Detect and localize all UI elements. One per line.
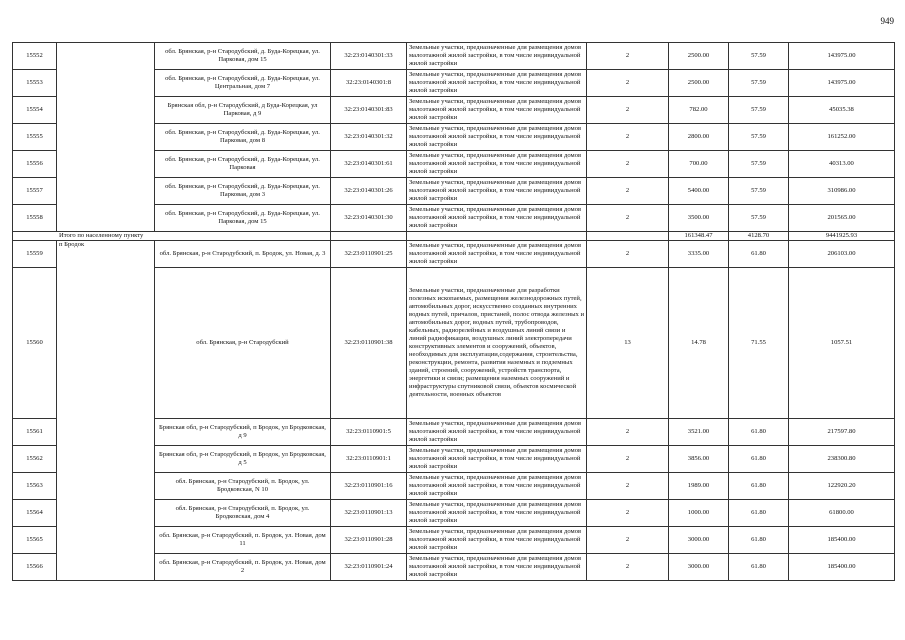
category-cell: 2: [587, 43, 669, 70]
address-cell: обл. Брянская, р-н Стародубский, п. Бродок, ул. Бродковская, дом 4: [155, 500, 331, 527]
total-empty-category: [587, 232, 669, 241]
address-cell: обл. Брянская, р-н Стародубский, п. Бродок, ул. Новая, дом 11: [155, 527, 331, 554]
value-cell: 40313.00: [789, 151, 895, 178]
area-cell: 3521.00: [669, 419, 729, 446]
area-cell: 1989.00: [669, 473, 729, 500]
rate-cell: 71.55: [729, 268, 789, 419]
category-cell: 2: [587, 205, 669, 232]
category-cell: 2: [587, 500, 669, 527]
value-cell: 310986.00: [789, 178, 895, 205]
land-use-cell: Земельные участки, предназначенные для размещения домов малоэтажной жилой застройки, в том числе индивидуальной жилой застройки: [407, 97, 587, 124]
area-cell: 1000.00: [669, 500, 729, 527]
area-cell: 3335.00: [669, 241, 729, 268]
address-cell: обл. Брянская, р-н Стародубский, п. Бродок, ул. Новая, дом 2: [155, 554, 331, 581]
area-cell: 5400.00: [669, 178, 729, 205]
page-number: 949: [880, 16, 894, 26]
total-label-text: Итого по населенному пункту: [59, 232, 144, 239]
total-row: [13, 232, 895, 241]
cadastral-number-cell: 32:23:0110901:28: [331, 527, 407, 554]
rate-cell: 61.80: [729, 500, 789, 527]
row-id: 15566: [13, 554, 57, 581]
row-id: 15557: [13, 178, 57, 205]
cadastral-number-cell: 32:23:0140301:83: [331, 97, 407, 124]
address-cell: обл. Брянская, р-н Стародубский, п. Бродок, ул. Бродковская, N 10: [155, 473, 331, 500]
table-row: [13, 241, 895, 268]
area-cell: 700.00: [669, 151, 729, 178]
total-empty-cadastral: [331, 232, 407, 241]
area-cell: 3856.00: [669, 446, 729, 473]
area-cell: 3500.00: [669, 205, 729, 232]
category-cell: 2: [587, 446, 669, 473]
cadastral-number-cell: 32:23:0140301:61: [331, 151, 407, 178]
cadastral-number-cell: 32:23:0110901:24: [331, 554, 407, 581]
rate-cell: 61.80: [729, 473, 789, 500]
cadastral-number-cell: 32:23:0140301:8: [331, 70, 407, 97]
land-use-cell: Земельные участки, предназначенные для размещения домов малоэтажной жилой застройки, в том числе индивидуальной жилой застройки: [407, 124, 587, 151]
rate-cell: 57.59: [729, 151, 789, 178]
table-row: [13, 43, 895, 70]
row-id: 15565: [13, 527, 57, 554]
value-cell: 201565.00: [789, 205, 895, 232]
area-cell: 3000.00: [669, 527, 729, 554]
land-use-cell: Земельные участки, предназначенные для размещения домов малоэтажной жилой застройки, в том числе индивидуальной жилой застройки: [407, 419, 587, 446]
row-id: 15560: [13, 268, 57, 419]
total-label: [13, 232, 331, 241]
value-cell: 1057.51: [789, 268, 895, 419]
table-body-before-total: [13, 43, 895, 232]
land-use-cell: Земельные участки, предназначенные для размещения домов малоэтажной жилой застройки, в том числе индивидуальной жилой застройки: [407, 70, 587, 97]
category-cell: 2: [587, 97, 669, 124]
row-id: 15555: [13, 124, 57, 151]
cadastral-number-cell: 32:23:0110901:5: [331, 419, 407, 446]
address-cell: обл. Брянская, р-н Стародубский, д. Буда-Корецкая, ул. Парковая, дом 3: [155, 178, 331, 205]
cadastral-number-cell: 32:23:0140301:33: [331, 43, 407, 70]
cadastral-number-cell: 32:23:0110901:13: [331, 500, 407, 527]
cadastral-number-cell: 32:23:0110901:1: [331, 446, 407, 473]
value-cell: 185400.00: [789, 554, 895, 581]
value-cell: 143975.00: [789, 70, 895, 97]
cadastral-number-cell: 32:23:0110901:16: [331, 473, 407, 500]
area-cell: 3000.00: [669, 554, 729, 581]
category-cell: 2: [587, 178, 669, 205]
row-id: 15554: [13, 97, 57, 124]
value-cell: 161252.00: [789, 124, 895, 151]
locality-cell: п Бродок: [57, 241, 155, 581]
row-id: 15562: [13, 446, 57, 473]
land-use-cell: Земельные участки, предназначенные для размещения домов малоэтажной жилой застройки, в том числе индивидуальной жилой застройки: [407, 554, 587, 581]
cadastral-number-cell: 32:23:0110901:38: [331, 268, 407, 419]
value-cell: 185400.00: [789, 527, 895, 554]
table-total-section: [13, 232, 895, 241]
area-cell: 2800.00: [669, 124, 729, 151]
category-cell: 2: [587, 554, 669, 581]
value-cell: 238300.80: [789, 446, 895, 473]
address-cell: обл. Брянская, р-н Стародубский, д. Буда-Корецкая, ул. Парковая, дом 15: [155, 43, 331, 70]
address-cell: обл. Брянская, р-н Стародубский, д. Буда-Корецкая, ул. Парковая, дом 8: [155, 124, 331, 151]
category-cell: 2: [587, 473, 669, 500]
area-cell: 2500.00: [669, 43, 729, 70]
value-cell: 143975.00: [789, 43, 895, 70]
cadastral-number-cell: 32:23:0140301:32: [331, 124, 407, 151]
rate-cell: 61.80: [729, 554, 789, 581]
total-empty-use: [407, 232, 587, 241]
category-cell: 2: [587, 527, 669, 554]
category-cell: 2: [587, 241, 669, 268]
rate-cell: 57.59: [729, 205, 789, 232]
row-id: 15553: [13, 70, 57, 97]
land-use-cell: Земельные участки, предназначенные для размещения домов малоэтажной жилой застройки, в том числе индивидуальной жилой застройки: [407, 205, 587, 232]
rate-cell: 57.59: [729, 70, 789, 97]
category-cell: 2: [587, 419, 669, 446]
value-cell: 45035.38: [789, 97, 895, 124]
category-cell: 2: [587, 124, 669, 151]
row-id: 15559: [13, 241, 57, 268]
row-id: 15558: [13, 205, 57, 232]
address-cell: Брянская обл, р-н Стародубский, п Бродок, ул Бродковская, д 5: [155, 446, 331, 473]
row-id: 15552: [13, 43, 57, 70]
rate-cell: 61.80: [729, 419, 789, 446]
total-value: 9441925.93: [789, 232, 895, 241]
land-use-cell: Земельные участки, предназначенные для размещения домов малоэтажной жилой застройки, в том числе индивидуальной жилой застройки: [407, 527, 587, 554]
land-use-cell: Земельные участки, предназначенные для разработки полезных ископаемых, размещения железнодорожных путей, автомобильных дорог, искусственно созданных внутренних водных путей, причалов, пристаней, полос отвода железных и автомобильных дорог, водных путей, трубопроводов, кабельных, радиорелейных и воздушных линий связи и линий радиофикации, воздушных линий электропередачи конструктивных элементов и сооружений, объектов, необходимых для эксплуатации,содержания, строительства, реконструкции, ремонта, развития наземных и подземных зданий, строений, сооружений, устройств транспорта, энергетики и связи; размещения наземных сооружений и инфраструктуры спутниковой связи, объектов космической деятельности, военных объектов: [407, 268, 587, 419]
land-use-cell: Земельные участки, предназначенные для размещения домов малоэтажной жилой застройки, в том числе индивидуальной жилой застройки: [407, 500, 587, 527]
area-cell: 782.00: [669, 97, 729, 124]
address-cell: обл. Брянская, р-н Стародубский, д. Буда-Корецкая, ул. Центральная, дом 7: [155, 70, 331, 97]
land-use-cell: Земельные участки, предназначенные для размещения домов малоэтажной жилой застройки, в том числе индивидуальной жилой застройки: [407, 473, 587, 500]
address-cell: обл. Брянская, р-н Стародубский, д. Буда-Корецкая, ул. Парковая: [155, 151, 331, 178]
row-id: 15561: [13, 419, 57, 446]
cadastral-number-cell: 32:23:0110901:25: [331, 241, 407, 268]
land-use-cell: Земельные участки, предназначенные для размещения домов малоэтажной жилой застройки, в том числе индивидуальной жилой застройки: [407, 43, 587, 70]
cadastral-number-cell: 32:23:0140301:30: [331, 205, 407, 232]
value-cell: 206103.00: [789, 241, 895, 268]
address-cell: обл. Брянская, р-н Стародубский: [155, 268, 331, 419]
row-id: 15556: [13, 151, 57, 178]
land-use-cell: Земельные участки, предназначенные для размещения домов малоэтажной жилой застройки, в том числе индивидуальной жилой застройки: [407, 241, 587, 268]
value-cell: 61800.00: [789, 500, 895, 527]
rate-cell: 61.80: [729, 527, 789, 554]
value-cell: 122920.20: [789, 473, 895, 500]
row-id: 15563: [13, 473, 57, 500]
rate-cell: 57.59: [729, 124, 789, 151]
category-cell: 2: [587, 70, 669, 97]
land-use-cell: Земельные участки, предназначенные для размещения домов малоэтажной жилой застройки, в том числе индивидуальной жилой застройки: [407, 446, 587, 473]
total-rate: 4128.70: [729, 232, 789, 241]
address-cell: Брянская обл, р-н Стародубский, п Бродок, ул Бродковская, д 9: [155, 419, 331, 446]
locality-cell: [57, 43, 155, 232]
rate-cell: 57.59: [729, 97, 789, 124]
area-cell: 2500.00: [669, 70, 729, 97]
cadastral-value-table: [12, 42, 895, 581]
table-body-after-total: [13, 241, 895, 581]
row-id: 15564: [13, 500, 57, 527]
rate-cell: 57.59: [729, 178, 789, 205]
value-cell: 217597.80: [789, 419, 895, 446]
address-cell: обл. Брянская, р-н Стародубский, п. Бродок, ул. Новая, д. 3: [155, 241, 331, 268]
land-use-cell: Земельные участки, предназначенные для размещения домов малоэтажной жилой застройки, в том числе индивидуальной жилой застройки: [407, 178, 587, 205]
category-cell: 2: [587, 151, 669, 178]
address-cell: Брянская обл, р-н Стародубский, д Буда-Корецкая, ул Парковая, д 9: [155, 97, 331, 124]
cadastral-number-cell: 32:23:0140301:26: [331, 178, 407, 205]
rate-cell: 57.59: [729, 43, 789, 70]
area-cell: 14.78: [669, 268, 729, 419]
rate-cell: 61.80: [729, 241, 789, 268]
rate-cell: 61.80: [729, 446, 789, 473]
total-area: 161348.47: [669, 232, 729, 241]
land-use-cell: Земельные участки, предназначенные для размещения домов малоэтажной жилой застройки, в том числе индивидуальной жилой застройки: [407, 151, 587, 178]
category-cell: 13: [587, 268, 669, 419]
address-cell: обл. Брянская, р-н Стародубский, д. Буда-Корецкая, ул. Парковая, дом 15: [155, 205, 331, 232]
